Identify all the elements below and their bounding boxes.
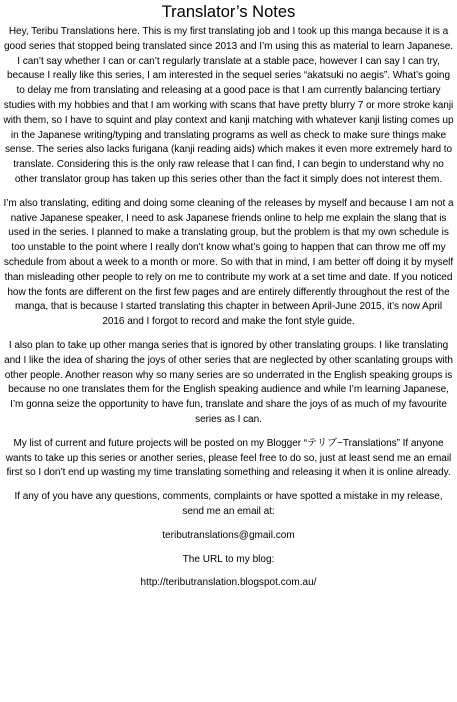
future-plans-paragraph: I also plan to take up other manga series that is ignored by other translating groups. I like translating and I like the idea of sharing the joys of other series that are neglected by other scanlating groups with other people. Another reason why so many series are so underrated in the English speaking groups is because no one translates them for the English speaking audience and while I’m learning Japanese, I’m gonna seize the opportunity to have fun, translate and share the joys of as much of my favourite series as I can. bbox=[4, 339, 453, 425]
intro-paragraph: Hey, Teribu Translations here. This is my first translating job and I took up this manga because it is a good series that stopped being translated since 2013 and I’m using this as material to learn Japanese. I can’t say whether I can or can’t regularly translate at a stable pace, however I can say I can try, because I really like this series, I am interested in the sequel series “akatsuki no aegis”. What’s going to delay me from translating and releasing at a good pace is that I am currently balancing tertiary studies with my hobbies and that I am working with scans that have pretty blurry 7 or more stroke kanji with them, so I have to squint and play context and kanji matching with whatever kanji listing comes up in the Japanese writing/typing and translating programs as well as check to make sure things make sense. The series also lacks furigana (kanji reading aids) which makes it even more extremely hard to translate. Considering this is the only raw release that I can find, I can begin to understand why no other translator group has taken up this series other than the fact it simply does not interest them. bbox=[3, 26, 454, 185]
blog-url: http://teributranslation.blogspot.com.au/ bbox=[140, 577, 317, 589]
page-title: Translator’s Notes bbox=[161, 3, 296, 21]
workflow-paragraph: I’m also translating, editing and doing some cleaning of the releases by myself and because I am not a native Japanese speaker, I need to ask Japanese friends online to help me explain the slang that is used in the series. I planned to make a translating group, but the problem is that my own schedule is too unstable to the point where I really don’t know what’s going to happen that can throw me off my schedule from about a week to a month or more. So with that in mind, I am better off doing it by myself than misleading other people to rely on me to contribute my work at a set time and date. If you noticed how the fonts are different on the first few pages and are entirely differently throughout the rest of the manga, that is because I started translating this chapter in between April-June 2015, it’s now April 2016 and I forgot to record and make the font style guide. bbox=[3, 197, 454, 328]
contact-email: teributranslations@gmail.com bbox=[162, 529, 295, 541]
blog-projects-paragraph: My list of current and future projects will be posted on my Blogger “テリブ~Translations” If anyone wants to take up this series or another series, please feel free to do so, just at least send me an email first so I don’t end up wasting my time translating something and releasing it when it is online already. bbox=[5, 437, 452, 479]
blog-label: The URL to my blog: bbox=[182, 553, 275, 565]
contact-paragraph: If any of you have any questions, comments, complaints or have spotted a mistake in my release, send me an email at: bbox=[14, 491, 443, 517]
